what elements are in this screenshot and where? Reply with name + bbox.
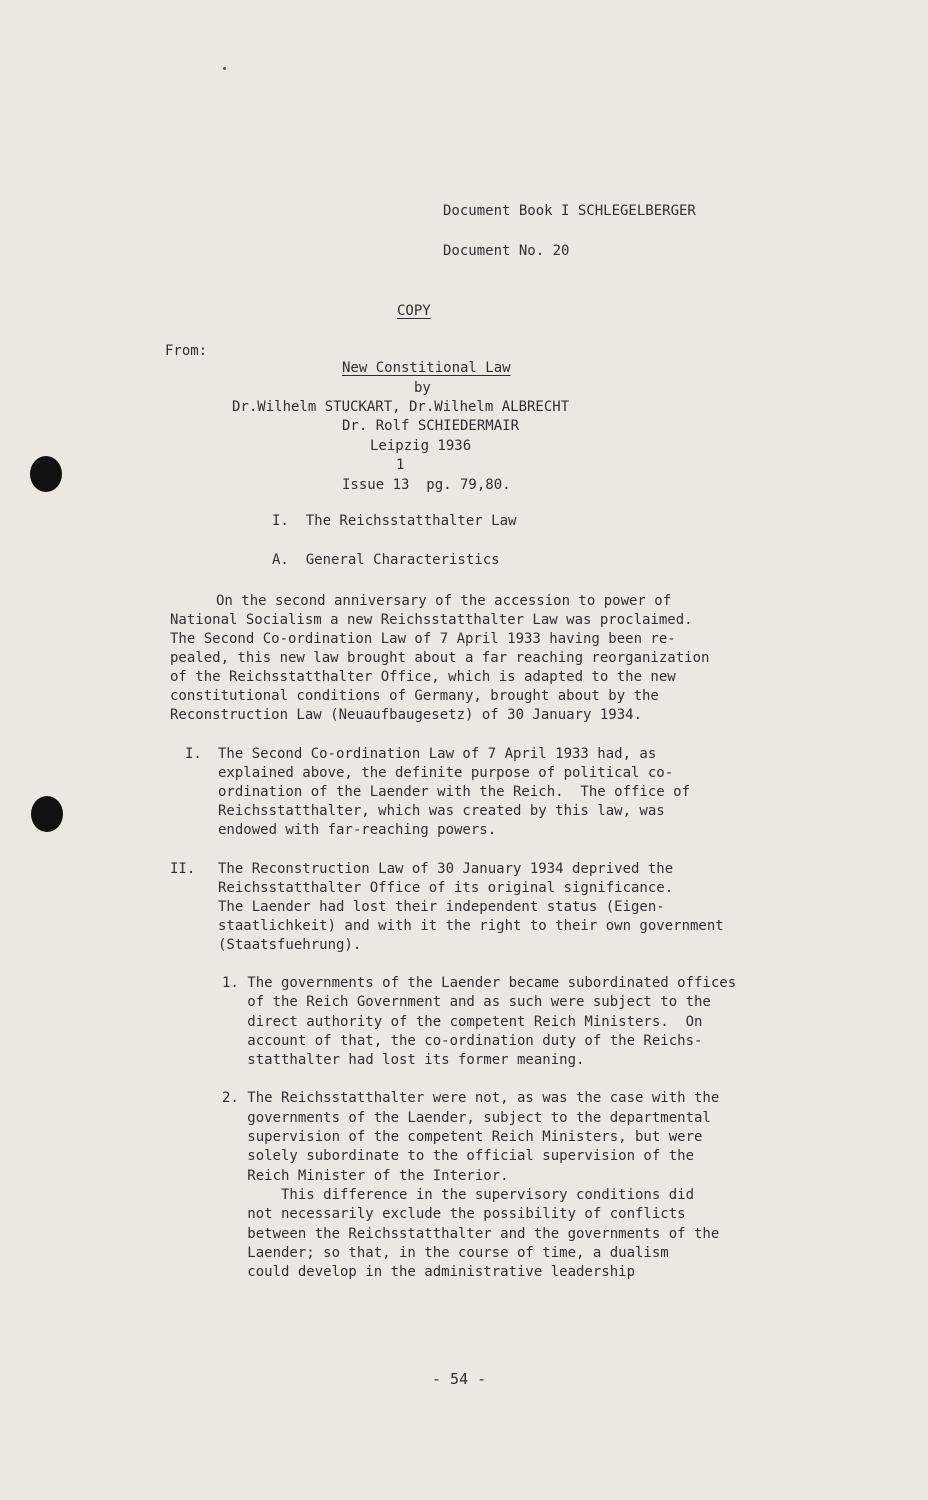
subsection-heading: A. General Characteristics [272,552,500,568]
sub-item-line: 1. The governments of the Laender became subordinated offices [222,975,737,991]
item-line: explained above, the definite purpose of political co- [218,765,674,781]
item-line: The Laender had lost their independent status (Eigen- [218,899,665,915]
intro-line: National Socialism a new Reichsstatthalter Law was proclaimed. [170,612,693,628]
item-line: Reichsstatthalter, which was created by this law, was [218,803,665,819]
intro-line: The Second Co-ordination Law of 7 April 1933 having been re- [170,631,676,647]
item-line: endowed with far-reaching powers. [218,822,497,838]
sub-item-line: account of that, the co-ordination duty of the Reichs- [222,1033,703,1049]
section-heading: I. The Reichsstatthalter Law [272,513,517,529]
ink-speck [223,67,226,70]
sub-item-line: governments of the Laender, subject to the departmental [222,1110,711,1126]
sub-item-line: Reich Minister of the Interior. [222,1168,509,1184]
document-book-label: Document Book I SCHLEGELBERGER [443,203,696,219]
item-line: The Reconstruction Law of 30 January 1934 deprived the [218,861,674,877]
sub-item-line: This difference in the supervisory conditions did [222,1187,695,1203]
copy-heading: COPY [397,303,431,319]
item-line: staatlichkeit) and with it the right to their own government [218,918,724,934]
item-marker: I. [185,746,202,762]
item-line: ordination of the Laender with the Reich. The office of [218,784,691,800]
sub-item-line: between the Reichsstatthalter and the governments of the [222,1226,720,1242]
source-issue: Issue 13 pg. 79,80. [342,477,511,493]
intro-line: On the second anniversary of the accession to power of [216,593,672,609]
sub-item-line: supervision of the competent Reich Ministers, but were [222,1129,703,1145]
source-by: by [414,380,431,396]
item-line: (Staatsfuehrung). [218,937,362,953]
item-marker: II. [170,861,196,877]
sub-item-line: statthalter had lost its former meaning. [222,1052,585,1068]
source-place-year: Leipzig 1936 [370,438,472,454]
punch-hole-bottom [31,796,63,832]
sub-item-line: 2. The Reichsstatthalter were not, as was the case with the [222,1090,720,1106]
source-title: New Constitional Law [342,360,511,376]
source-authors-line1: Dr.Wilhelm STUCKART, Dr.Wilhelm ALBRECHT [232,399,570,415]
punch-hole-top [30,456,62,492]
sub-item-line: Laender; so that, in the course of time, a dualism [222,1245,669,1261]
source-authors-line2: Dr. Rolf SCHIEDERMAIR [342,418,520,434]
intro-line: constitutional conditions of Germany, brought about by the [170,688,659,704]
sub-item-line: of the Reich Government and as such were subject to the [222,994,711,1010]
page-number: - 54 - [432,1370,487,1388]
intro-line: Reconstruction Law (Neuaufbaugesetz) of 30 January 1934. [170,707,643,723]
sub-item-line: solely subordinate to the official supervision of the [222,1148,695,1164]
item-line: Reichsstatthalter Office of its original significance. [218,880,674,896]
document-number: Document No. 20 [443,243,570,259]
item-line: The Second Co-ordination Law of 7 April 1933 had, as [218,746,657,762]
sub-item-line: direct authority of the competent Reich Ministers. On [222,1014,703,1030]
sub-item-line: not necessarily exclude the possibility of conflicts [222,1206,686,1222]
source-volume: 1 [396,457,405,473]
intro-line: of the Reichsstatthalter Office, which is adapted to the new [170,669,676,685]
from-label: From: [165,343,208,359]
intro-line: pealed, this new law brought about a far reaching reorganization [170,650,710,666]
sub-item-line: could develop in the administrative leadership [222,1264,636,1280]
